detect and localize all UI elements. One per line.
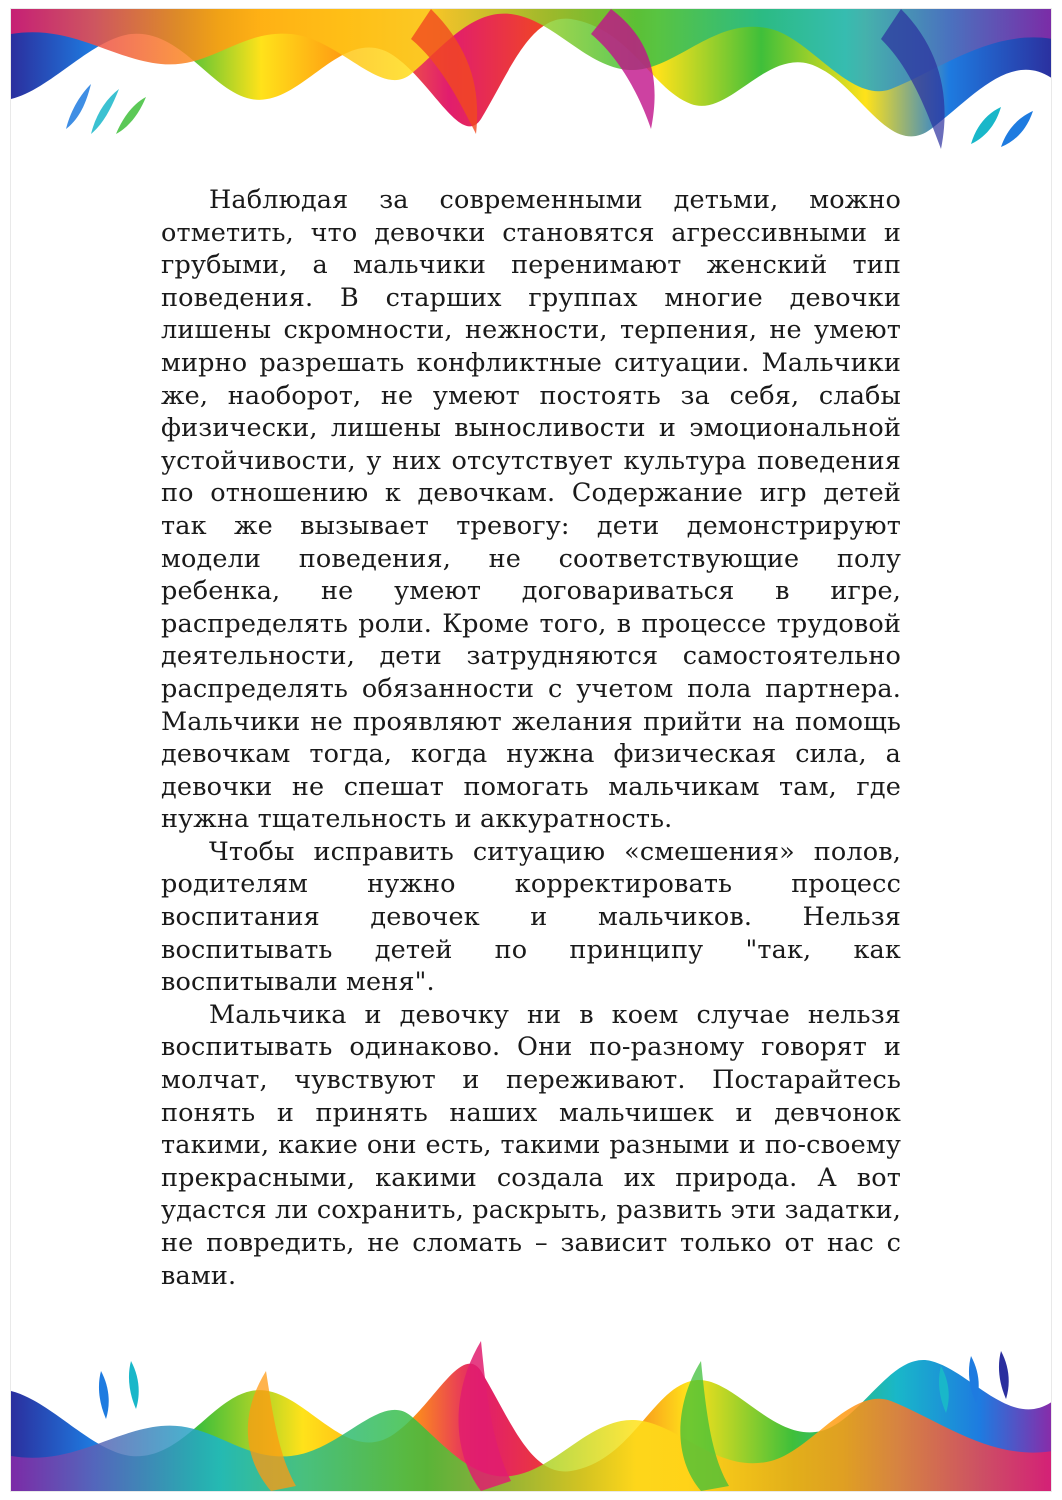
article-text bbox=[161, 184, 901, 1292]
paragraph-1: Наблюдая за современными детьми, можно отметить, что девочки становятся агрессивными и грубыми, а мальчики перенимают женский тип поведения. В старших группах многие девочки лишены скромности, нежности, терпения, не умеют мирно разрешать конфликтные ситуации. Мальчики же, наоборот, не умеют постоять за себя, слабы физически, лишены выносливости и эмоциональной устойчивости, у них отсутствует культура поведения по отношению к девочкам. Содержание игр детей так же вызывает тревогу: дети демонстрируют модели поведения, не соответствующие полу ребенка, не умеют договариваться в игре, распределять роли. Кроме того, в процессе трудовой деятельности, дети затрудняются самостоятельно распределять обязанности с учетом пола партнера. Мальчики не проявляют желания прийти на помощь девочкам тогда, когда нужна физическая сила, а девочки не спешат помогать мальчикам там, где нужна тщательность и аккуратность. bbox=[161, 185, 901, 835]
rainbow-swirl-bottom bbox=[11, 1331, 1052, 1491]
top-decorative-border bbox=[11, 9, 1052, 159]
bottom-decorative-border bbox=[11, 1331, 1052, 1491]
page bbox=[10, 8, 1052, 1492]
paragraph-3: Мальчика и девочку ни в коем случае нельзя воспитывать одинаково. Они по-разному говорят и молчат, чувствуют и переживают. Постарайтесь понять и принять наших мальчишек и девчонок такими, какие они есть, такими разными и по-своему прекрасными, какими создала их природа. А вот удастся ли сохранить, раскрыть, развить эти задатки, не повредить, не сломать – зависит только от нас с вами. bbox=[161, 999, 901, 1291]
paragraph-2: Чтобы исправить ситуацию «смешения» полов, родителям нужно корректировать процесс воспитания девочек и мальчиков. Нельзя воспитывать детей по принципу "так, как воспитывали меня". bbox=[161, 836, 901, 998]
rainbow-swirl-top bbox=[11, 9, 1052, 159]
